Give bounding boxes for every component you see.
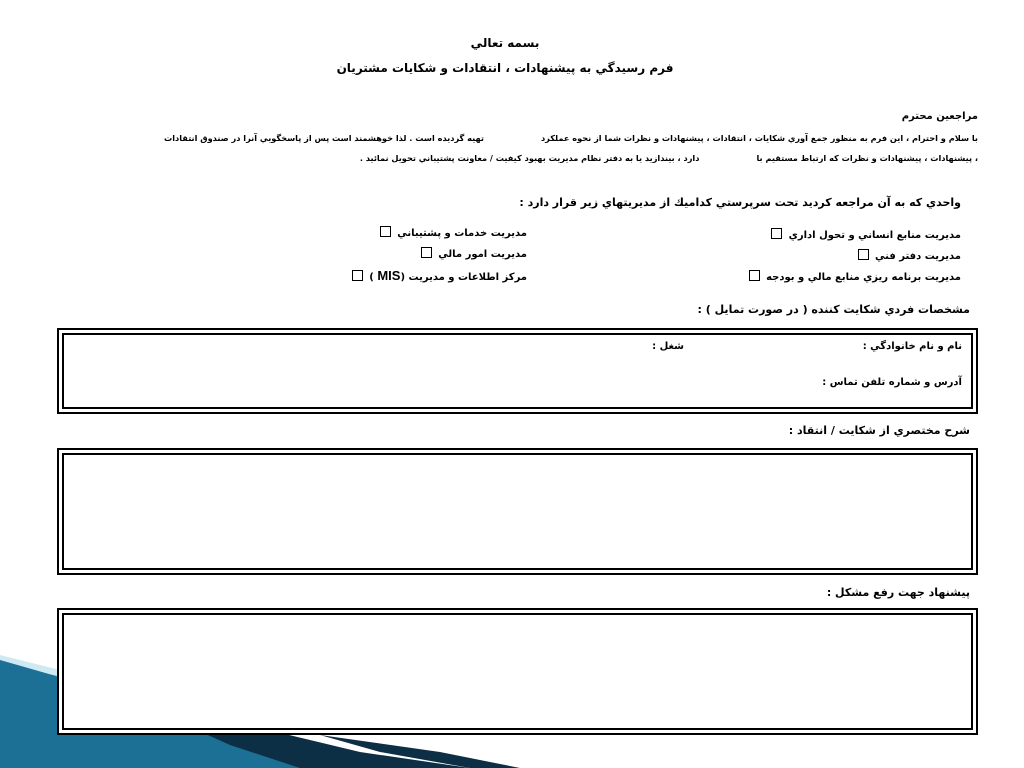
address-field-label: آدرس و شماره تلفن تماس : (822, 377, 962, 388)
option-financial-affairs[interactable] (418, 247, 527, 260)
checkbox-budget-planning[interactable] (749, 270, 760, 281)
job-field-label: شغل : (652, 341, 684, 352)
option-label: مديريت دفتر فني (875, 251, 961, 262)
option-label: مديريت منابع انساني و تحول اداري (788, 230, 961, 241)
checkbox-services-support[interactable] (380, 226, 391, 237)
suggestion-heading: پيشنهاد جهت رفع مشكل : (826, 586, 970, 599)
header-basmala: بسمه تعالي (470, 36, 540, 50)
mis-label: MIS (377, 268, 401, 283)
name-field-label: نام و نام خانوادگي : (862, 341, 962, 352)
option-mis-center[interactable]: مركز اطلاعات و مديريت (MIS ) (349, 268, 527, 283)
option-technical-office[interactable] (855, 249, 961, 262)
intro-line-2: ، پيشنهادات ، پيشنهادات و نظرات که ارتباط مستقيم با دارد ، بيندازيد يا به دفتر نظام مديريت بهبود کيفيت / معاونت پشتيباني تحويل نمائيد . (359, 153, 978, 163)
form-title: فرم رسيدگي به پيشنهادات ، انتقادات و شکايات مشتريان (336, 61, 674, 75)
intro-line-1: با سلام و احترام ، اين فرم به منظور جمع آوري شکايات ، انتقادات ، پيشنهادات و نظرات شما از نحوه عملکرد تهيه گرديده است . لذا خوهشمند است پس از پاسخگويي آنرا در صندوق انتقادات (164, 133, 978, 143)
complaint-heading: شرح مختصري از شکايت / انتقاد : (788, 424, 970, 437)
salutation: مراجعين محترم (901, 111, 978, 122)
complaint-text-box[interactable] (57, 448, 978, 575)
option-services-support[interactable] (377, 226, 527, 239)
option-hr-admin[interactable] (768, 228, 961, 241)
option-label: مركز اطلاعات و مديريت (408, 272, 527, 283)
option-label: مديريت امور مالي (438, 249, 527, 260)
option-label: مديريت خدمات و پشتيباني (397, 228, 527, 239)
units-question: واحدي که به آن مراجعه کرديد تحت سرپرستي کداميك از مديريتهاي زير قرار دارد : (519, 196, 961, 209)
checkbox-technical-office[interactable] (858, 249, 869, 260)
checkbox-hr-admin[interactable] (771, 228, 782, 239)
personal-info-box[interactable] (57, 328, 978, 414)
personal-info-heading: مشخصات فردي شکايت کننده ( در صورت تمايل ) : (697, 303, 970, 316)
suggestion-text-box[interactable] (57, 608, 978, 735)
option-label: مديريت برنامه ريزي منابع مالي و بودجه (766, 272, 961, 283)
checkbox-mis-center[interactable] (352, 270, 363, 281)
option-budget-planning[interactable] (746, 270, 961, 283)
swoosh-dark-edge (320, 735, 520, 768)
checkbox-financial-affairs[interactable] (421, 247, 432, 258)
